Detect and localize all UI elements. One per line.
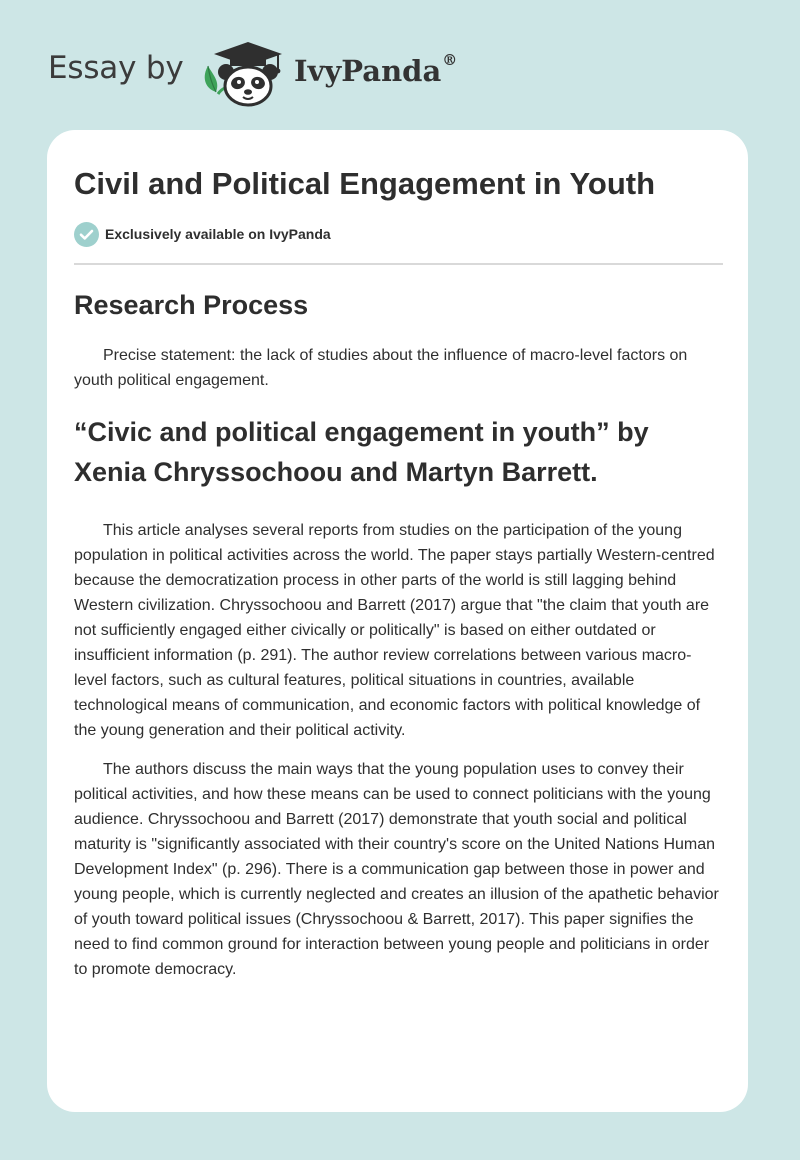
brand-header[interactable] bbox=[48, 34, 568, 106]
divider bbox=[74, 263, 723, 265]
brand-prefix: Essay by bbox=[48, 50, 184, 86]
registered-mark: ® bbox=[442, 51, 458, 69]
exclusive-label: Exclusively available on IvyPanda bbox=[105, 226, 331, 242]
body-paragraph: This article analyses several reports from studies on the participation of the young population in political activities across the world. The paper stays partially Western-centred because the democratization process in other parts of the world is still lagging behind Western civilization. Chryssochoou and Barrett (2017) argue that "the claim that youth are not sufficiently engaged either civically or politically" is based on either outdated or insufficient information (p. 291). The author review correlations between various macro-level factors, such as cultural features, political situations in countries, available technological means of communication, and economic factors with political knowledge of the young generation and their political activity. bbox=[74, 522, 715, 739]
exclusive-badge bbox=[74, 221, 722, 247]
page-title: Civil and Political Engagement in Youth bbox=[74, 166, 656, 201]
article-heading: “Civic and political engagement in youth” by Xenia Chryssochoou and Martyn Barrett. bbox=[74, 417, 649, 487]
statement-paragraph: Precise statement: the lack of studies about the influence of macro-level factors on youth political engagement. bbox=[74, 347, 688, 389]
check-circle-icon bbox=[74, 222, 99, 247]
panda-graduate-icon bbox=[200, 36, 288, 108]
brand-name bbox=[294, 51, 458, 88]
section-heading: Research Process bbox=[74, 290, 309, 320]
body-paragraph: The authors discuss the main ways that the young population uses to convey their political activities, and how these means can be used to connect politicians with the young audience. Chryssochoou and Barrett (2017) demonstrate that youth social and political maturity is "significantly associated with their country's score on the United Nations Human Development Index" (p. 296). There is a communication gap between those in power and young people, which is currently neglected and creates an illusion of the apathetic behavior of youth toward political issues (Chryssochoou & Barrett, 2017). This paper signifies the need to find common ground for interaction between young people and politicians in order to promote democracy. bbox=[74, 761, 719, 978]
essay-card bbox=[47, 130, 748, 1112]
brand-name-text: IvyPanda bbox=[294, 54, 442, 88]
